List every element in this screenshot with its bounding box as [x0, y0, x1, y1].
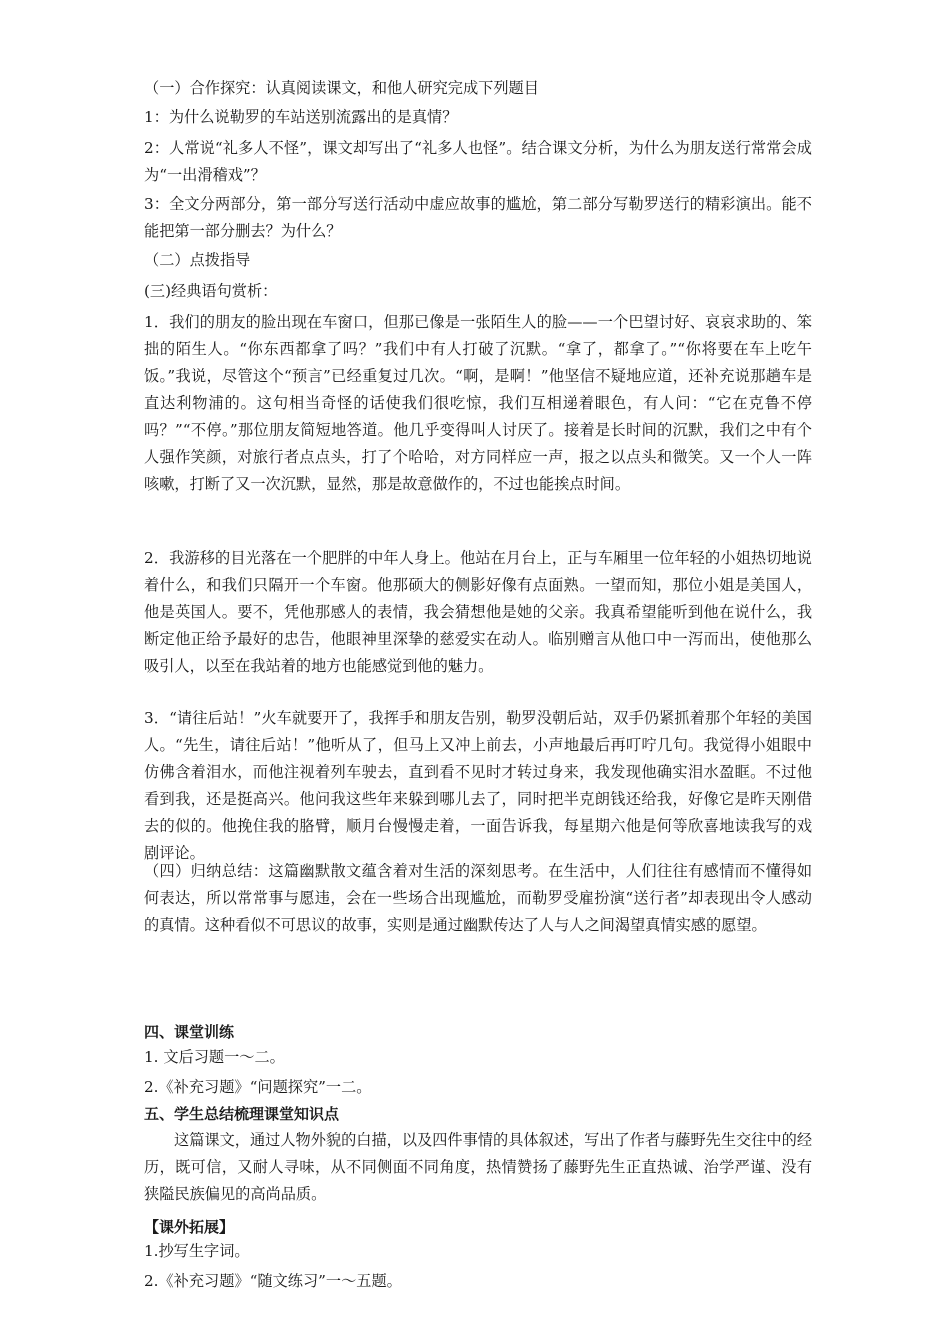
extension-item-1: 1.抄写生字词。: [144, 1242, 250, 1260]
exercise-2: 2.《补充习题》“问题探究”一二。: [144, 1078, 372, 1096]
section-guidance: （二）点拨指导: [144, 251, 251, 269]
section-cooperative-inquiry: （一）合作探究：认真阅读课文，和他人研究完成下列题目: [144, 79, 539, 97]
passage-3: 3．“请往后站！”火车就要开了，我挥手和朋友告别，勒罗没朝后站，双手仍紧抓着那个年轻的美国人。“先生，请往后站！”他听从了，但马上又冲上前去，小声地最后再叮咛几句。我觉得小姐眼中仿佛含着泪水，而他注视着列车驶去，直到看不见时才转过身来，我发现他确实泪水盈眶。不过他看到我，还是挺高兴。他问我这些年来躲到哪儿去了，同时把半克朗钱还给我，好像它是昨天刚借去的似的。他挽住我的胳臂，顺月台慢慢走着，一面告诉我，每星期六他是何等欣喜地读我写的戏剧评论。: [144, 709, 812, 862]
question-3: 3：全文分两部分，第一部分写送行活动中虚应故事的尴尬，第二部分写勒罗送行的精彩演出。能不能把第一部分删去？为什么？: [144, 195, 812, 240]
question-2: 2：人常说“礼多人不怪”，课文却写出了“礼多人也怪”。结合课文分析，为什么为朋友送行常常会成为“一出滑稽戏”？: [144, 139, 812, 184]
section-classic-sentences: (三)经典语句赏析：: [144, 282, 278, 300]
question-1: 1：为什么说勒罗的车站送别流露出的是真情？: [144, 108, 458, 126]
section-conclusion: （四）归纳总结：这篇幽默散文蕴含着对生活的深刻思考。在生活中，人们往往有感情而不懂得如何表达，所以常常事与愿违，会在一些场合出现尴尬，而勒罗受雇扮演“送行者”却表现出令人感动的真情。这种看似不可思议的故事，实则是通过幽默传达了人与人之间渴望真情实感的愿望。: [144, 862, 812, 934]
passage-2: 2．我游移的目光落在一个肥胖的中年人身上。他站在月台上，正与车厢里一位年轻的小姐热切地说着什么，和我们只隔开一个车窗。他那硕大的侧影好像有点面熟。一望而知，那位小姐是美国人，他是英国人。要不，凭他那感人的表情，我会猜想他是她的父亲。我真希望能听到他在说什么，我断定他正给予最好的忠告，他眼神里深挚的慈爱实在动人。临别赠言从他口中一泻而出，使他那么吸引人，以至在我站着的地方也能感觉到他的魅力。: [144, 549, 812, 675]
heading-extension: 【课外拓展】: [144, 1218, 235, 1236]
summary-paragraph: 这篇课文，通过人物外貌的白描，以及四件事情的具体叙述，写出了作者与藤野先生交往中的经历，既可信，又耐人寻味，从不同侧面不同角度，热情赞扬了藤野先生正直热诚、治学严谨、没有狭隘民族偏见的高尚品质。: [144, 1131, 812, 1203]
heading-classroom-training: 四、课堂训练: [144, 1023, 235, 1041]
heading-student-summary: 五、学生总结梳理课堂知识点: [144, 1105, 340, 1123]
exercise-1: 1. 文后习题一～二。: [144, 1048, 285, 1066]
extension-item-2: 2.《补充习题》“随文练习”一～五题。: [144, 1272, 402, 1290]
passage-1: 1．我们的朋友的脸出现在车窗口，但那已像是一张陌生人的脸——一个巴望讨好、哀哀求助的、笨拙的陌生人。“你东西都拿了吗？”我们中有人打破了沉默。“拿了，都拿了。”“你将要在车上吃午饭。”我说，尽管这个“预言”已经重复过几次。“啊，是啊！”他坚信不疑地应道，还补充说那趟车是直达利物浦的。这句相当奇怪的话使我们很吃惊，我们互相递着眼色，有人问：“它在克鲁不停吗？”“不停。”那位朋友简短地答道。他几乎变得叫人讨厌了。接着是长时间的沉默，我们之中有个人强作笑颜，对旅行者点点头，打了个哈哈，对方同样应一声，报之以点头和微笑。又一个人一阵咳嗽，打断了又一次沉默，显然，那是故意做作的，不过也能挨点时间。: [144, 313, 812, 493]
